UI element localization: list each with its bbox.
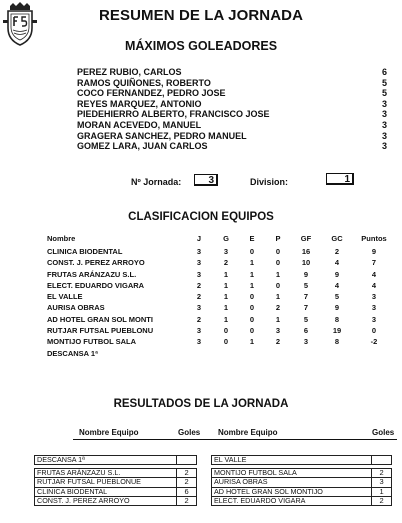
team-name: FRUTAS ARÁNZAZU S.L. <box>47 269 137 279</box>
col-header-points: Puntos <box>361 234 387 244</box>
home-goals: 6 <box>177 487 197 496</box>
table-row <box>47 325 395 336</box>
home-team: DESCANSA 1ª <box>35 456 177 465</box>
table-row <box>47 269 395 280</box>
results-heading: RESULTADOS DE LA JORNADA <box>113 398 289 410</box>
points: 9 <box>371 247 377 256</box>
home-goals: 2 <box>177 496 197 505</box>
home-team: RUTJAR FUTSAL PUEBLONUE <box>35 478 177 487</box>
scorer-goals: 5 <box>381 77 387 88</box>
won: 0 <box>223 326 229 336</box>
team-name: CLINICA BIODENTAL <box>47 247 123 256</box>
goals-for: 10 <box>301 258 311 268</box>
lost: 2 <box>275 303 281 313</box>
scorer-row <box>77 99 387 110</box>
results-header-divider <box>73 439 397 440</box>
result-row <box>212 487 392 496</box>
played: 3 <box>196 247 202 256</box>
away-team: AD HOTEL GRAN SOL MONTIJO <box>212 487 372 496</box>
team-name: ELECT. EDUARDO VIGARA <box>47 280 145 290</box>
lost: 1 <box>275 269 281 279</box>
goals-against: 2 <box>334 247 340 256</box>
played <box>185 348 213 359</box>
lost: 0 <box>275 247 281 256</box>
jornada-label: Nº Jornada: <box>131 177 182 187</box>
won: 1 <box>223 303 229 313</box>
classification-table <box>47 232 395 359</box>
drawn: 1 <box>249 280 255 290</box>
scorer-goals: 6 <box>381 67 387 77</box>
scorer-name: GOMEZ LARA, JUAN CARLOS <box>77 141 208 152</box>
lost: 3 <box>275 326 281 336</box>
points: -2 <box>370 337 378 347</box>
drawn: 1 <box>249 269 255 279</box>
result-row <box>212 478 392 487</box>
goals-for: 6 <box>303 326 309 336</box>
away-goals: 2 <box>372 469 392 478</box>
scorer-name: PIEDEHIERRO ALBERTO, FRANCISCO JOSE <box>77 109 270 120</box>
team-name: DESCANSA 1ª <box>47 348 98 358</box>
result-row <box>35 487 197 496</box>
points: 3 <box>371 303 377 313</box>
lost: 1 <box>275 292 281 302</box>
points: 0 <box>371 326 377 336</box>
drawn <box>239 348 265 359</box>
scorer-name: MORAN ACEVEDO, MANUEL <box>77 119 202 130</box>
drawn: 1 <box>249 258 255 268</box>
goals-for: 9 <box>303 269 309 279</box>
away-goals <box>372 456 392 465</box>
drawn: 1 <box>249 337 255 347</box>
goals-for <box>291 348 321 359</box>
table-row <box>47 302 395 313</box>
points: 3 <box>371 314 377 324</box>
played: 3 <box>196 326 202 336</box>
home-team: FRUTAS ARÁNZAZU S.L. <box>35 469 177 478</box>
result-row <box>212 456 392 465</box>
home-goals: 2 <box>177 469 197 478</box>
played: 2 <box>196 280 202 290</box>
goals-against: 9 <box>334 269 340 279</box>
won: 0 <box>223 337 229 347</box>
away-team: AURISA OBRAS <box>212 478 372 487</box>
goals-against: 19 <box>332 326 342 336</box>
played: 3 <box>196 258 202 268</box>
result-row <box>35 456 197 465</box>
team-name: AURISA OBRAS <box>47 303 105 313</box>
goals-against: 4 <box>334 258 340 268</box>
col-header-played: J <box>196 234 202 244</box>
lost: 2 <box>275 337 281 347</box>
goals-against: 5 <box>334 292 340 302</box>
table-row <box>47 280 395 291</box>
home-goals: 2 <box>177 478 197 487</box>
points <box>353 348 395 359</box>
home-team: CLINICA BIODENTAL <box>35 487 177 496</box>
jornada-value-field: 3 <box>194 174 218 186</box>
away-goals: 2 <box>372 496 392 505</box>
scorer-row <box>77 109 387 120</box>
points: 4 <box>371 280 377 290</box>
team-name: AD HOTEL GRAN SOL MONTI <box>47 314 153 324</box>
scorer-goals: 3 <box>381 141 387 152</box>
won: 1 <box>223 292 229 302</box>
col-header-won: G <box>223 234 229 244</box>
scorer-row <box>77 131 387 142</box>
top-scorers-heading: MÁXIMOS GOLEADORES <box>124 39 278 53</box>
goals-for: 3 <box>303 337 309 347</box>
results-home-table <box>34 455 197 506</box>
won: 2 <box>223 258 229 268</box>
drawn: 0 <box>249 314 255 324</box>
played: 3 <box>196 269 202 279</box>
goals-for: 5 <box>303 280 309 290</box>
away-goals: 3 <box>372 478 392 487</box>
away-team: MONTIJO FUTBOL SALA <box>212 469 372 478</box>
table-row <box>47 348 395 359</box>
lost: 0 <box>275 258 281 268</box>
results-col-goals-left: Goles <box>178 428 201 437</box>
goals-for: 5 <box>303 314 309 324</box>
table-row <box>47 314 395 325</box>
team-name: EL VALLE <box>47 292 83 302</box>
top-scorers-list <box>77 67 387 152</box>
results-col-goals-right: Goles <box>372 428 395 437</box>
drawn: 0 <box>249 326 255 336</box>
col-header-name: Nombre <box>47 234 76 244</box>
col-header-drawn: E <box>249 234 255 244</box>
scorer-row <box>77 67 387 78</box>
team-name: RUTJAR FUTSAL PUEBLONU <box>47 326 154 336</box>
won: 1 <box>223 314 229 324</box>
lost: 0 <box>275 280 281 290</box>
classification-header-row <box>47 232 395 246</box>
scorer-name: RAMOS QUIÑONES, ROBERTO <box>77 77 211 88</box>
col-header-goals-for: GF <box>300 234 312 244</box>
results-away-table <box>211 455 392 506</box>
division-value-field: 1 <box>326 173 354 185</box>
scorer-goals: 5 <box>381 88 387 99</box>
points: 7 <box>371 258 377 268</box>
played: 2 <box>196 314 202 324</box>
played: 3 <box>196 303 202 313</box>
away-team: EL VALLE <box>212 456 372 465</box>
scorer-name: COCO FERNANDEZ, PEDRO JOSE <box>77 88 226 99</box>
lost: 1 <box>275 314 281 324</box>
scorer-row <box>77 88 387 99</box>
scorer-goals: 3 <box>381 98 387 109</box>
home-goals <box>177 456 197 465</box>
col-header-goals-against: GC <box>331 234 343 244</box>
won: 1 <box>223 269 229 279</box>
drawn: 0 <box>249 247 255 256</box>
team-name: CONST. J. PEREZ ARROYO <box>47 258 145 268</box>
scorer-name: GRAGERA SANCHEZ, PEDRO MANUEL <box>77 130 247 141</box>
goals-against: 8 <box>334 337 340 347</box>
goals-for: 7 <box>303 303 309 313</box>
drawn: 0 <box>249 303 255 313</box>
scorer-row <box>77 141 387 152</box>
classification-heading: CLASIFICACION EQUIPOS <box>128 211 274 223</box>
division-label: Division: <box>250 177 289 187</box>
home-team: CONST. J. PEREZ ARROYO <box>35 496 177 505</box>
points: 4 <box>371 269 377 279</box>
won: 1 <box>223 280 229 290</box>
scorer-row <box>77 120 387 131</box>
goals-against: 9 <box>334 303 340 313</box>
lost <box>265 348 291 359</box>
won <box>213 348 239 359</box>
away-team: ELECT. EDUARDO VIGARA <box>212 496 372 505</box>
results-col-team-left: Nombre Equipo <box>79 428 139 437</box>
scorer-row <box>77 78 387 89</box>
table-row <box>47 336 395 347</box>
played: 3 <box>196 337 202 347</box>
points: 3 <box>371 292 377 302</box>
away-goals: 1 <box>372 487 392 496</box>
table-row <box>47 291 395 302</box>
result-row <box>35 496 197 505</box>
drawn: 0 <box>249 292 255 302</box>
played: 2 <box>196 292 202 302</box>
result-row <box>212 496 392 505</box>
scorer-goals: 3 <box>381 119 387 130</box>
goals-for: 16 <box>301 247 311 256</box>
results-col-team-right: Nombre Equipo <box>218 428 278 437</box>
table-row <box>47 257 395 268</box>
team-name: MONTIJO FUTBOL SALA <box>47 337 137 347</box>
goals-for: 7 <box>303 292 309 302</box>
goals-against <box>321 348 353 359</box>
page-title: RESUMEN DE LA JORNADA <box>98 7 304 24</box>
scorer-name: REYES MARQUEZ, ANTONIO <box>77 98 202 109</box>
table-row <box>47 246 395 257</box>
scorer-goals: 3 <box>381 130 387 141</box>
scorer-goals: 3 <box>381 109 387 120</box>
scorer-name: PEREZ RUBIO, CARLOS <box>77 67 182 77</box>
result-row <box>35 478 197 487</box>
goals-against: 4 <box>334 280 340 290</box>
won: 3 <box>223 247 229 256</box>
goals-against: 8 <box>334 314 340 324</box>
col-header-lost: P <box>275 234 281 244</box>
